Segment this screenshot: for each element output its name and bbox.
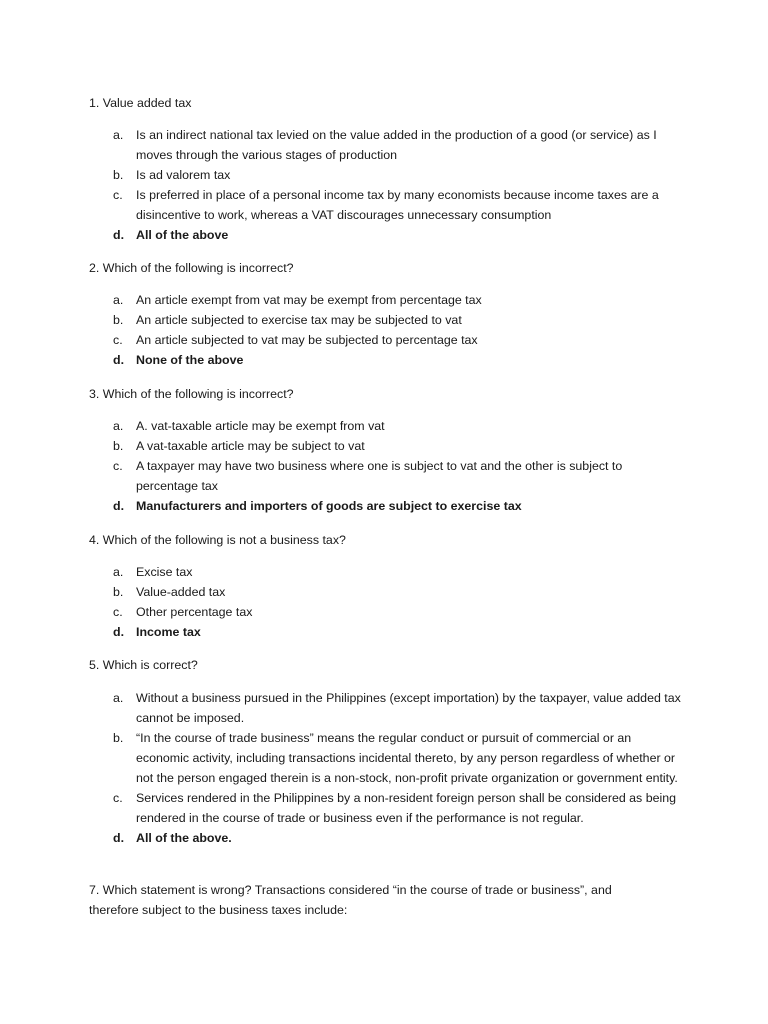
option-text: A vat-taxable article may be subject to vat: [136, 439, 365, 453]
question-4-option-a: [0, 562, 768, 582]
question-3-option-b: [0, 436, 768, 456]
question-2-options: [0, 290, 768, 370]
option-letter: a.: [113, 419, 124, 433]
question-3-option-a: [0, 416, 768, 436]
option-letter: a.: [113, 565, 124, 579]
question-2-option-b: [0, 310, 768, 330]
question-2-option-d-answer: [0, 350, 768, 370]
question-5-option-a: [0, 688, 768, 728]
option-letter: d.: [113, 831, 125, 845]
option-text: A. vat-taxable article may be exempt from vat: [136, 419, 385, 433]
option-letter: b.: [113, 168, 124, 182]
question-2-stem: 2. Which of the following is incorrect?: [89, 261, 294, 275]
question-1-option-c: [0, 185, 768, 225]
question-1-option-d-answer: [0, 225, 768, 245]
question-1-options: [0, 125, 768, 245]
question-5-options: [0, 688, 768, 848]
option-text: An article exempt from vat may be exempt from percentage tax: [136, 293, 482, 307]
option-letter: d.: [113, 499, 125, 513]
option-letter: b.: [113, 731, 124, 745]
option-text: Is ad valorem tax: [136, 168, 231, 182]
option-text: “In the course of trade business” means the regular conduct or pursuit of commercial or an economic activity, including transactions incidental thereto, by any person regardless of whether or not the person engaged therein is a non-stock, non-profit private organization or government entity.: [136, 731, 678, 785]
question-3-options: [0, 416, 768, 516]
option-text: A taxpayer may have two business where one is subject to vat and the other is subject to percentage tax: [136, 459, 623, 493]
option-text: An article subjected to vat may be subjected to percentage tax: [136, 333, 478, 347]
question-1-option-b: [0, 165, 768, 185]
question-2-option-a: [0, 290, 768, 310]
option-letter: c.: [113, 188, 123, 202]
question-5-option-d-answer: [0, 828, 768, 848]
option-letter: d.: [113, 353, 125, 367]
question-5-option-b: [0, 728, 768, 788]
option-text: All of the above: [136, 228, 229, 242]
question-2-option-c: [0, 330, 768, 350]
option-text: Without a business pursued in the Philippines (except importation) by the taxpayer, value added tax cannot be imposed.: [136, 691, 681, 725]
option-letter: c.: [113, 605, 123, 619]
option-letter: d.: [113, 228, 125, 242]
question-4-option-d-answer: [0, 622, 768, 642]
question-1-option-a: [0, 125, 768, 165]
question-4-stem: 4. Which of the following is not a business tax?: [89, 533, 346, 547]
option-letter: a.: [113, 691, 124, 705]
option-text: Other percentage tax: [136, 605, 253, 619]
question-3-stem: 3. Which of the following is incorrect?: [89, 387, 294, 401]
question-5-option-c: [0, 788, 768, 828]
option-letter: b.: [113, 585, 124, 599]
option-letter: c.: [113, 791, 123, 805]
option-text: Manufacturers and importers of goods are subject to exercise tax: [136, 499, 522, 513]
option-letter: b.: [113, 313, 124, 327]
option-text: Value-added tax: [136, 585, 226, 599]
question-5-stem: 5. Which is correct?: [89, 658, 198, 672]
option-letter: c.: [113, 459, 123, 473]
option-letter: a.: [113, 128, 124, 142]
option-text: All of the above.: [136, 831, 232, 845]
question-4-option-b: [0, 582, 768, 602]
question-7-stem: 7. Which statement is wrong? Transactions considered “in the course of trade or business”, and therefore subject to the business taxes include:: [89, 883, 612, 917]
option-text: Income tax: [136, 625, 201, 639]
question-4-option-c: [0, 602, 768, 622]
option-letter: b.: [113, 439, 124, 453]
question-4-options: [0, 562, 768, 642]
question-1-stem: 1. Value added tax: [89, 96, 192, 110]
option-text: Is an indirect national tax levied on the value added in the production of a good (or service) as I moves through the various stages of production: [136, 128, 657, 162]
question-3-option-c: [0, 456, 768, 496]
option-text: Is preferred in place of a personal income tax by many economists because income taxes are a disincentive to work, whereas a VAT discourages unnecessary consumption: [136, 188, 659, 222]
option-text: Excise tax: [136, 565, 193, 579]
option-text: None of the above: [136, 353, 244, 367]
option-letter: d.: [113, 625, 125, 639]
option-text: Services rendered in the Philippines by a non-resident foreign person shall be considered as being rendered in the course of trade or business even if the performance is not regular.: [136, 791, 677, 825]
option-letter: c.: [113, 333, 123, 347]
option-letter: a.: [113, 293, 124, 307]
question-3-option-d-answer: [0, 496, 768, 516]
option-text: An article subjected to exercise tax may be subjected to vat: [136, 313, 462, 327]
